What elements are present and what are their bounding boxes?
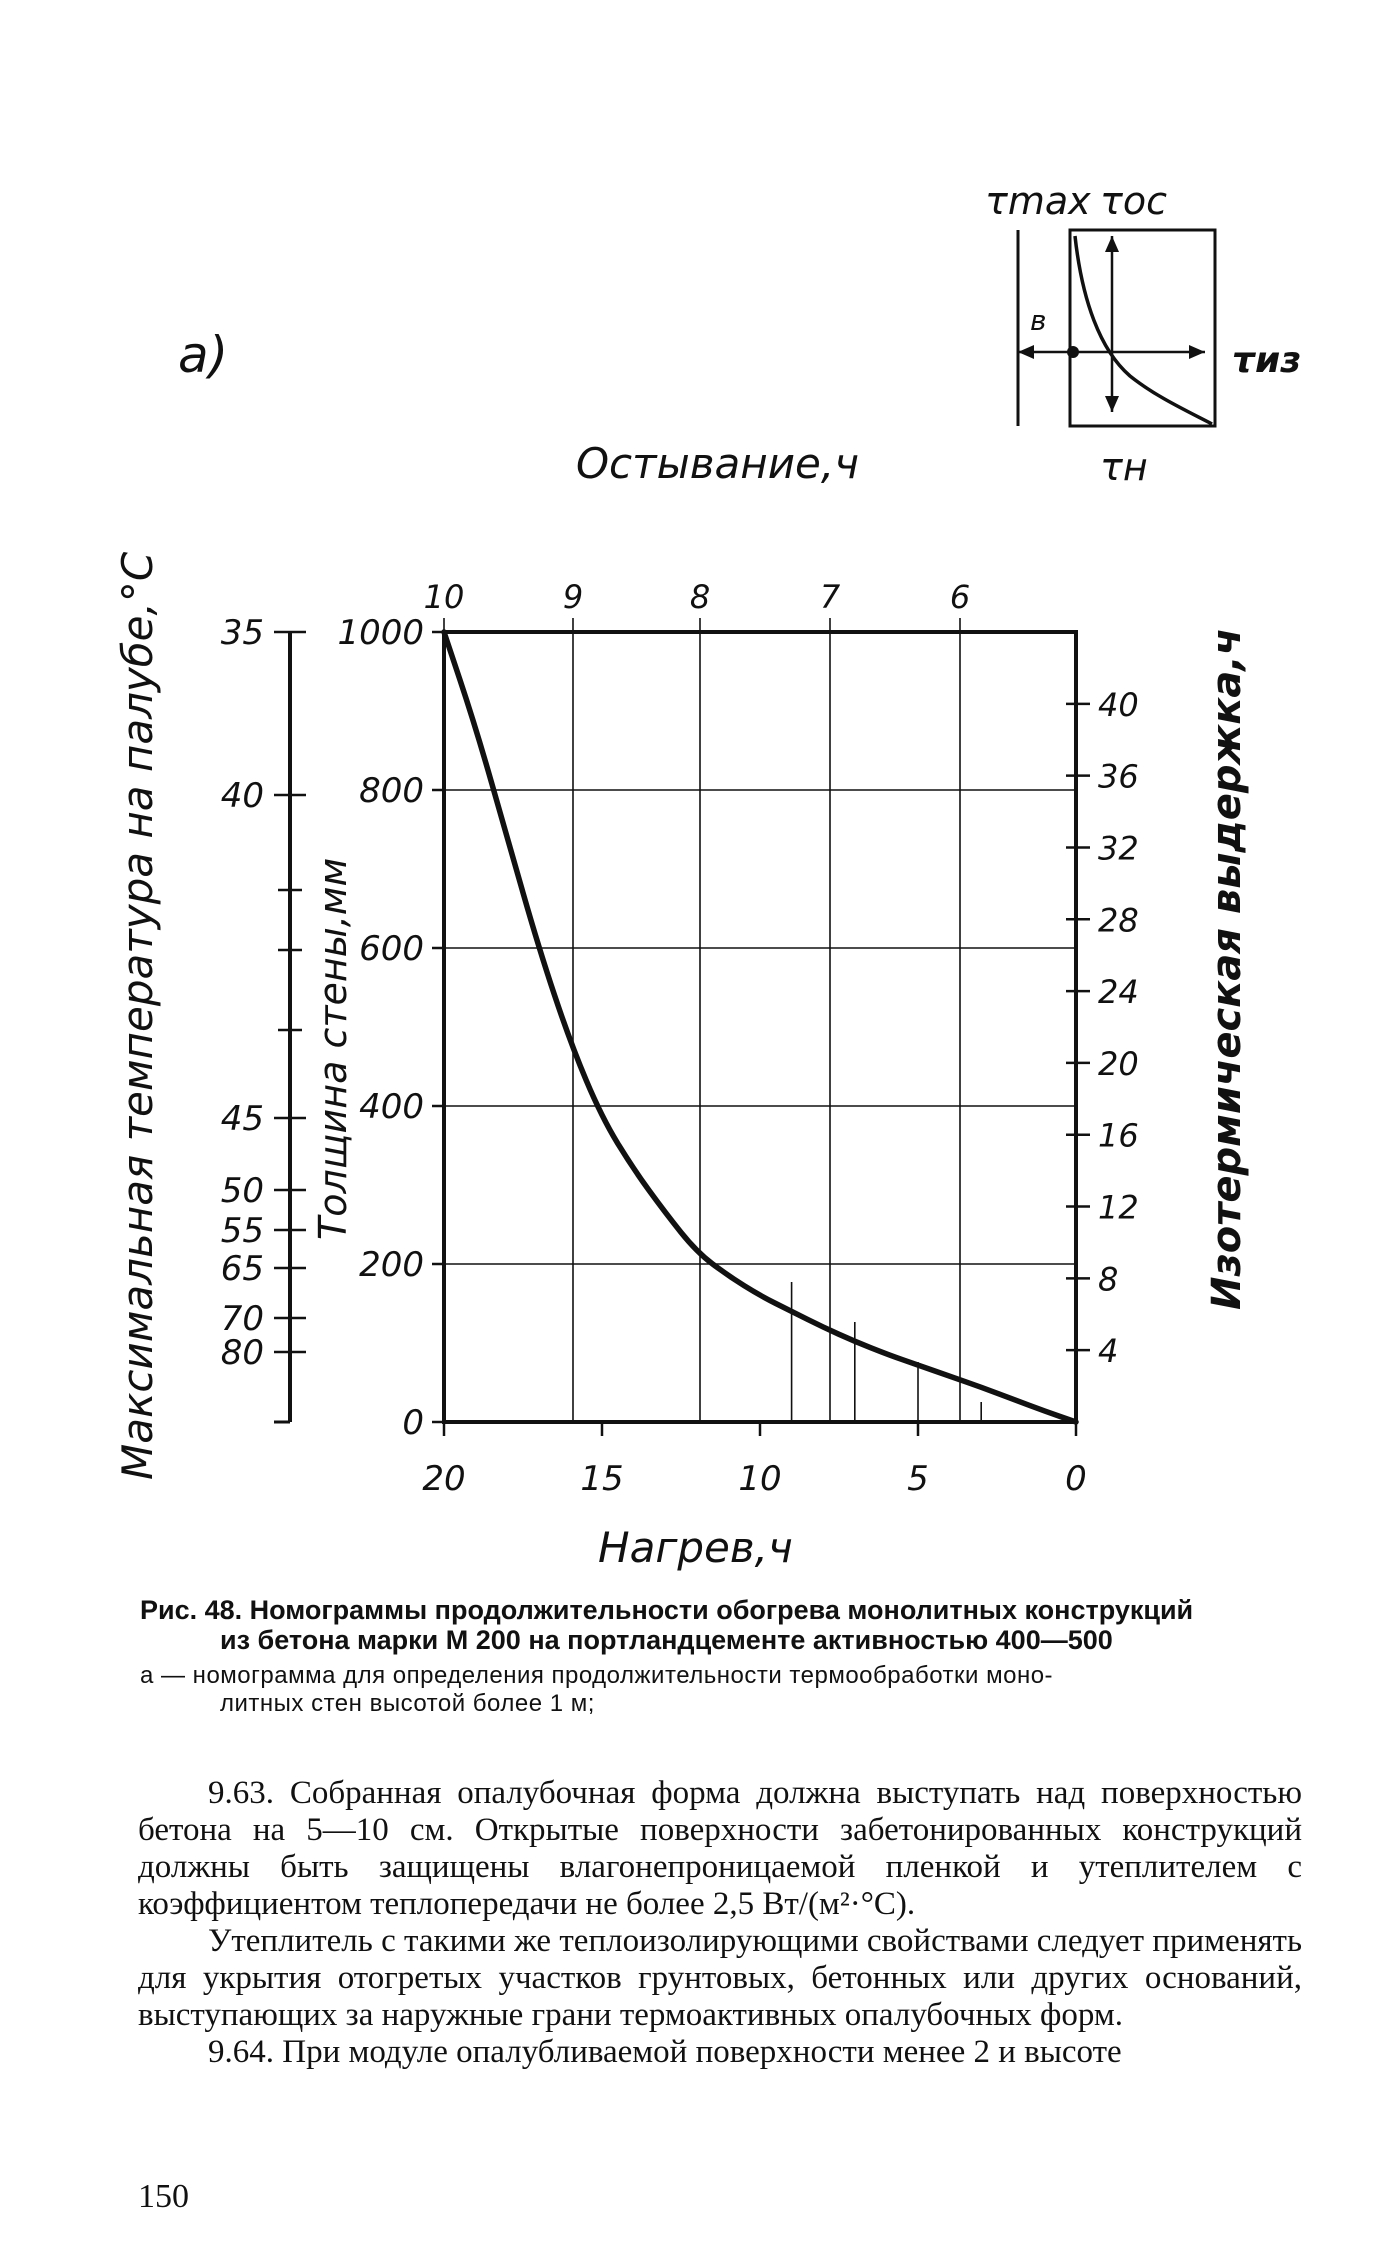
inset-diagram xyxy=(1018,230,1215,426)
paragraph-9-63: 9.63. Собранная опалубочная форма должна выступать над поверхностью бетона на 5—10 см. Открытые поверхности забетонированных конструкций должны быть защищены влагонепроницаемой пленкой и утеплителем с коэффициентом теплопередачи не более 2,5 Вт/(м²·°С). xyxy=(138,1775,1302,1922)
right-tick-label: 28 xyxy=(1098,901,1139,940)
inset-label-tiz: τиз xyxy=(1232,340,1302,381)
x-tick-label: 10 xyxy=(738,1459,782,1499)
left-tick-label: 80 xyxy=(220,1333,264,1373)
page-number: 150 xyxy=(138,2178,189,2215)
caption-sub-line1: а — номограмма для определения продолжительности термообработки моно- xyxy=(140,1662,1054,1689)
inset-point xyxy=(1067,346,1079,358)
caption-title-line2: из бетона марки М 200 на портландцементе активностью 400—500 xyxy=(220,1625,1113,1655)
right-axis-title: Изотермическая выдержка,ч xyxy=(1204,627,1250,1310)
left-temperature-scale xyxy=(221,613,306,1422)
inset-label-toc: τос xyxy=(1100,179,1168,223)
chart-series xyxy=(444,632,1076,1422)
chart-ticks xyxy=(337,578,1138,1499)
chart-frame xyxy=(444,632,1076,1422)
arrow-right-icon xyxy=(1189,345,1205,359)
right-tick-label: 40 xyxy=(1098,685,1139,724)
series-line xyxy=(444,632,1076,1422)
top-tick-label: 10 xyxy=(423,578,465,616)
paragraph-9-64: 9.64. При модуле опалубливаемой поверхности менее 2 и высоте xyxy=(208,2034,1122,2070)
left-tick-label: 50 xyxy=(220,1171,264,1211)
x-tick-label: 5 xyxy=(907,1459,929,1499)
right-tick-label: 16 xyxy=(1098,1116,1139,1155)
y-tick-label: 800 xyxy=(359,771,424,811)
top-tick-label: 6 xyxy=(949,578,971,616)
inset-label-tmax: τmax xyxy=(985,179,1091,223)
right-tick-label: 20 xyxy=(1098,1044,1139,1083)
figure-caption-title xyxy=(140,1595,1300,1655)
caption-sub-line2: литных стен высотой более 1 м; xyxy=(220,1690,595,1717)
y-tick-label: 1000 xyxy=(337,613,424,653)
left-tick-label: 40 xyxy=(220,776,264,816)
plot-frame xyxy=(444,632,1076,1422)
top-axis-title: Остывание,ч xyxy=(576,439,860,488)
inset-frame xyxy=(1070,230,1215,426)
right-tick-label: 4 xyxy=(1098,1332,1119,1371)
top-tick-label: 8 xyxy=(689,578,711,616)
left-tick-label: 35 xyxy=(220,613,264,653)
top-tick-label: 9 xyxy=(562,578,584,616)
body-text xyxy=(138,1775,1302,2071)
right-tick-label: 32 xyxy=(1098,829,1139,868)
arrow-left-icon xyxy=(1018,345,1034,359)
right-tick-label: 8 xyxy=(1098,1260,1119,1299)
y-tick-label: 600 xyxy=(359,929,424,969)
left-tick-label: 55 xyxy=(220,1211,264,1251)
y-tick-label: 200 xyxy=(359,1245,424,1285)
x-tick-label: 15 xyxy=(580,1459,624,1499)
panel-label: а) xyxy=(178,326,229,384)
inset-label-b: в xyxy=(1030,304,1047,337)
left-outer-axis-title: Максимальная температура на палубе,°С xyxy=(113,551,162,1480)
y-tick-label: 0 xyxy=(402,1403,424,1443)
left-tick-label: 45 xyxy=(220,1099,264,1139)
inset-label-tn: τн xyxy=(1100,445,1148,489)
caption-title-line1: Рис. 48. Номограммы продолжительности обогрева монолитных конструкций xyxy=(140,1595,1194,1625)
left-inner-axis-title: Толщина стены,мм xyxy=(311,857,355,1240)
chart-grid xyxy=(444,618,1076,1422)
bottom-axis-title: Нагрев,ч xyxy=(598,1523,793,1572)
paragraph-insulation: Утеплитель с такими же теплоизолирующими свойствами следует применять для укрытия отогретых участков грунтовых, бетонных или других оснований, выступающих за наружные грани термоактивных опалубочных форм. xyxy=(138,1923,1302,2033)
top-tick-label: 7 xyxy=(819,578,841,616)
right-tick-label: 12 xyxy=(1098,1188,1139,1227)
right-tick-label: 36 xyxy=(1098,757,1139,796)
x-tick-label: 20 xyxy=(422,1459,466,1499)
left-tick-label: 65 xyxy=(220,1249,264,1289)
arrow-down-icon xyxy=(1105,396,1119,412)
inset-curve xyxy=(1075,236,1212,424)
arrow-up-icon xyxy=(1105,236,1119,252)
right-tick-label: 24 xyxy=(1098,973,1139,1012)
figure-caption-subtitle xyxy=(140,1662,1300,1718)
left-tick-label: 70 xyxy=(220,1299,264,1339)
x-tick-label: 0 xyxy=(1065,1459,1087,1499)
y-tick-label: 400 xyxy=(359,1087,424,1127)
